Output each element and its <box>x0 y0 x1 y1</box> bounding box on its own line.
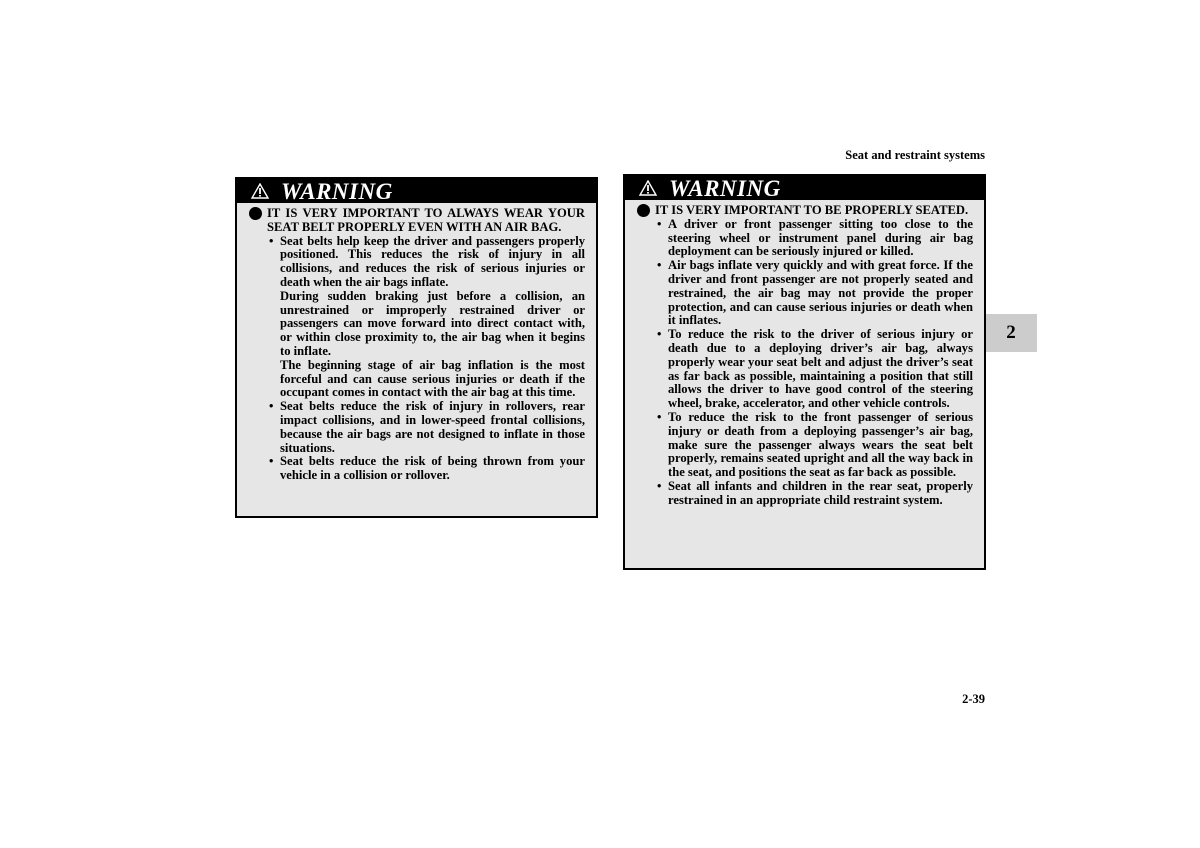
warning-box-seating <box>623 174 986 570</box>
item-paragraph: A driver or front passenger sitting too close to the steering wheel or instrument panel during air bag deployment can be seriously injured or killed. <box>668 216 973 259</box>
bullet-icon: • <box>657 478 662 493</box>
page-number: 2-39 <box>962 692 985 706</box>
warning-items <box>249 235 585 483</box>
warning-box-seat-belt <box>235 177 598 518</box>
bullet-icon: • <box>269 399 274 414</box>
item-paragraph: Seat all infants and children in the rear seat, properly restrained in an appropriate child restraint system. <box>668 478 973 507</box>
warning-lead <box>249 207 585 235</box>
warning-body <box>625 200 984 508</box>
item-paragraph: Seat belts reduce the risk of being thrown from your vehicle in a collision or rollover. <box>280 454 585 483</box>
list-item <box>657 218 973 259</box>
warning-header <box>237 179 596 203</box>
bullet-icon: • <box>269 233 274 248</box>
bullet-dot-icon <box>637 204 650 217</box>
bullet-icon: • <box>657 409 662 424</box>
list-item <box>657 411 973 480</box>
item-paragraph: During sudden braking just before a collision, an unrestrained or improperly restrained driver or passengers can move forward into direct contact with, or within close proximity to, the air bag when it begins to inflate. <box>280 288 585 358</box>
list-item <box>269 400 585 455</box>
list-item <box>657 259 973 328</box>
warning-title: WARNING <box>281 178 393 204</box>
item-paragraph: To reduce the risk to the driver of serious injury or death due to a deploying driver’s air bag, always properly wear your seat belt and adjust the driver’s seat as far back as possible, maintaining a position that still allows the driver to have good control of the steering wheel, brake, accelerator, and other vehicle controls. <box>668 327 973 411</box>
bullet-icon: • <box>657 258 662 273</box>
warning-lead <box>637 204 973 218</box>
bullet-icon: • <box>657 216 662 231</box>
list-item <box>269 455 585 483</box>
bullet-icon: • <box>657 327 662 342</box>
item-paragraph: Air bags inflate very quickly and with great force. If the driver and front passenger are not properly seated and restrained, the air bag may not provide the proper protection, and can cause serious injuries or death when it inflates. <box>668 258 973 328</box>
item-paragraph: The beginning stage of air bag inflation is the most forceful and can cause serious injuries or death if the occupant comes in contact with the air bag at this time. <box>280 357 585 400</box>
warning-lead-text: IT IS VERY IMPORTANT TO ALWAYS WEAR YOUR SEAT BELT PROPERLY EVEN WITH AN AIR BAG. <box>267 206 585 234</box>
list-item <box>269 235 585 401</box>
warning-items <box>637 218 973 508</box>
item-paragraph: Seat belts reduce the risk of injury in rollovers, rear impact collisions, and in lower-speed frontal collisions, because the air bags are not designed to inflate in those situations. <box>280 399 585 455</box>
warning-triangle-icon <box>639 180 657 196</box>
list-item <box>657 328 973 411</box>
list-item <box>657 480 973 508</box>
warning-header <box>625 176 984 200</box>
section-header: Seat and restraint systems <box>845 148 985 162</box>
warning-triangle-icon <box>251 183 269 199</box>
bullet-dot-icon <box>249 207 262 220</box>
warning-title: WARNING <box>669 175 781 201</box>
warning-body <box>237 203 596 483</box>
item-paragraph: Seat belts help keep the driver and passengers properly positioned. This reduces the risk of injury in all collisions, and reduces the risk of serious injuries or death when the air bags inflate. <box>280 233 585 289</box>
bullet-icon: • <box>269 454 274 469</box>
chapter-tab: 2 <box>985 314 1037 352</box>
warning-lead-text: IT IS VERY IMPORTANT TO BE PROPERLY SEATED. <box>655 203 969 217</box>
item-paragraph: To reduce the risk to the front passenger of serious injury or death from a deploying passenger’s air bag, make sure the passenger always wears the seat belt properly, remains seated upright and all the way back in the seat, and positions the seat as far back as possible. <box>668 409 973 480</box>
